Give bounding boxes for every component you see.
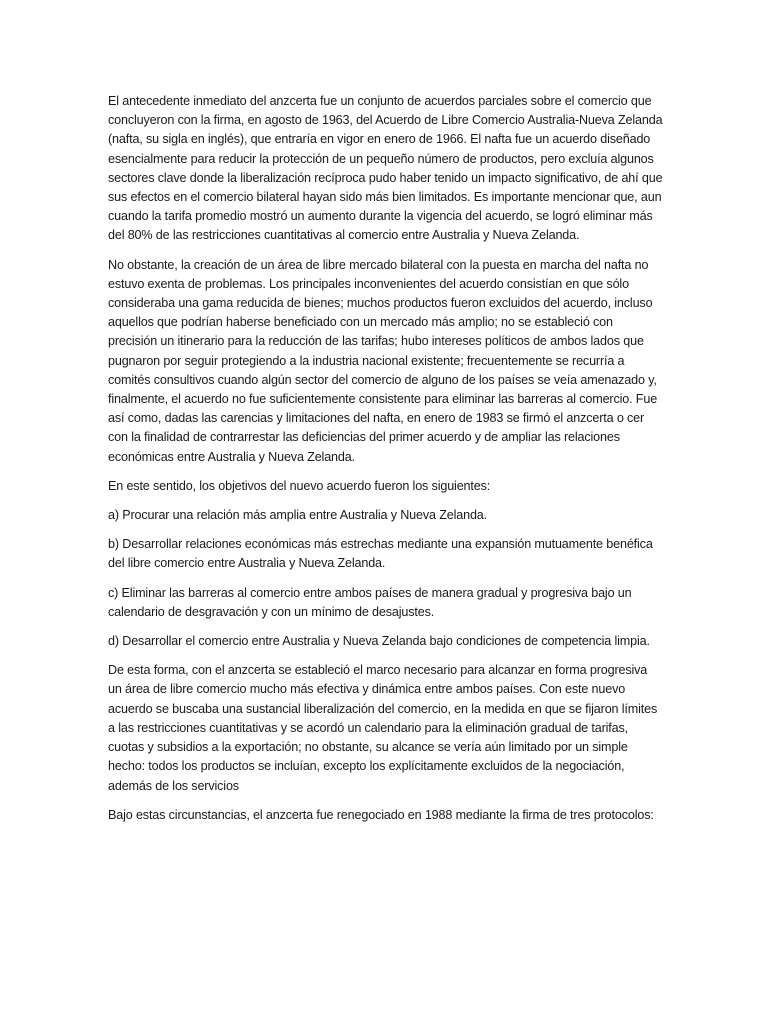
list-item-objetivo-a: a) Procurar una relación más amplia entre Australia y Nueva Zelanda. [108,508,488,523]
paragraph-objetivos-intro: En este sentido, los objetivos del nuevo acuerdo fueron los siguientes: [108,478,491,493]
paragraph-renegociacion: Bajo estas circunstancias, el anzcerta fue renegociado en 1988 mediante la firma de tres protocolos: [108,807,654,822]
paragraph-marco: De esta forma, con el anzcerta se estableció el marco necesario para alcanzar en forma progresiva un área de libre comercio mucho más efectiva y dinámica entre ambos países. Con este nuevo acuerdo se buscaba una sustancial liberalización del comercio, en la medida en que se fijaron límites a las restricciones cuantitativas y se acordó un calendario para la eliminación gradual de tarifas, cuotas y subsidios a la exportación; no obstante, su alcance se vería aún limitado por un simple hecho: todos los productos se incluían, excepto los explícitamente excluidos de la negociación, además de los servicios [108,663,658,793]
list-item-objetivo-c: c) Eliminar las barreras al comercio entre ambos países de manera gradual y progresiva bajo un calendario de desgravación y con un mínimo de desajustes. [108,585,632,619]
list-item-objetivo-d: d) Desarrollar el comercio entre Australia y Nueva Zelanda bajo condiciones de competencia limpia. [108,634,650,649]
paragraph-problemas: No obstante, la creación de un área de libre mercado bilateral con la puesta en marcha del nafta no estuvo exenta de problemas. Los principales inconvenientes del acuerdo consistían en que sólo consideraba una gama reducida de bienes; muchos productos fueron excluidos del acuerdo, incluso aquellos que podrían haberse beneficiado con un mercado más amplio; no se estableció con precisión un itinerario para la reducción de las tarifas; hubo intereses políticos de ambos lados que pugnaron por seguir protegiendo a la industria nacional existente; frecuentemente se recurría a comités consultivos cuando algún sector del comercio de alguno de los países se veía amenazado y, finalmente, el acuerdo no fue suficientemente consistente para eliminar las barreras al comercio. Fue así como, dadas las carencias y limitaciones del nafta, en enero de 1983 se firmó el anzcerta o cer con la finalidad de contrarrestar las deficiencias del primer acuerdo y de ampliar las relaciones económicas entre Australia y Nueva Zelanda. [108,257,658,464]
paragraph-antecedente: El antecedente inmediato del anzcerta fue un conjunto de acuerdos parciales sobre el comercio que concluyeron con la firma, en agosto de 1963, del Acuerdo de Libre Comercio Australia-Nueva Zelanda (nafta, su sigla en inglés), que entraría en vigor en enero de 1966. El nafta fue un acuerdo diseñado esencialmente para reducir la protección de un pequeño número de productos, pero excluía algunos sectores clave donde la liberalización recíproca pudo haber tenido un impacto significativo, de ahí que sus efectos en el comercio bilateral hayan sido más bien limitados. Es importante mencionar que, aun cuando la tarifa promedio mostró un aumento durante la vigencia del acuerdo, se logró eliminar más del 80% de las restricciones cuantitativas al comercio entre Australia y Nueva Zelanda. [108,94,663,243]
list-item-objetivo-b: b) Desarrollar relaciones económicas más estrechas mediante una expansión mutuamente benéfica del libre comercio entre Australia y Nueva Zelanda. [108,537,653,571]
document-body [108,92,664,835]
